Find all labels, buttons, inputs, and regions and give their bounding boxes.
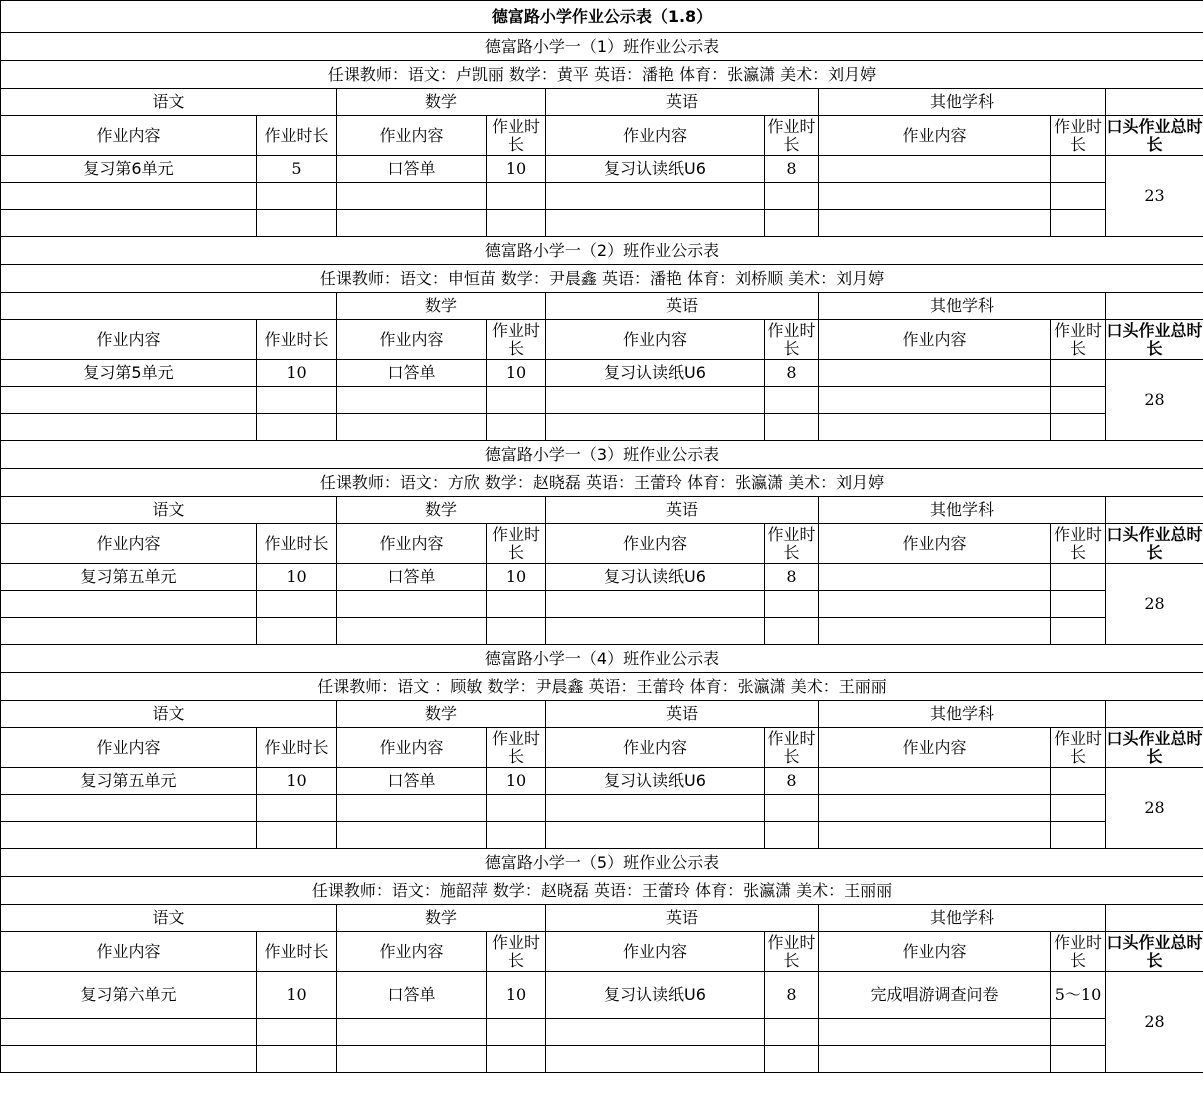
header-content: 作业内容: [337, 320, 487, 360]
empty-cell: [487, 795, 546, 822]
teachers-row: [1, 877, 1203, 905]
subject-math: 数学: [337, 293, 546, 320]
math-time: 10: [487, 768, 546, 795]
empty-cell: [819, 183, 1051, 210]
english-content: 复习认读纸U6: [546, 360, 765, 387]
empty-cell: [819, 795, 1051, 822]
total-time: 28: [1106, 768, 1203, 849]
empty-cell: [337, 414, 487, 441]
teachers-line: 任课教师：语文：方欣 数学：赵晓磊 英语：王蕾玲 体育：张瀛潇 美术：刘月婷: [1, 469, 1203, 497]
empty-cell: [337, 210, 487, 237]
class-header-row: [1, 645, 1203, 673]
data-row-empty: [1, 795, 1203, 822]
header-duration: 作业时长: [487, 320, 546, 360]
empty-cell: [765, 414, 819, 441]
header-content: 作业内容: [1, 524, 257, 564]
teachers-line: 任课教师：语文 ：顾敏 数学：尹晨鑫 英语：王蕾玲 体育：张瀛潇 美术：王丽丽: [1, 673, 1203, 701]
column-header-row: [1, 728, 1203, 768]
header-duration: 作业时长: [765, 116, 819, 156]
data-row: [1, 360, 1203, 387]
other-time: [1051, 360, 1106, 387]
empty-cell: [257, 183, 337, 210]
empty-cell: [1051, 1046, 1106, 1073]
header-duration: 作业时长: [765, 728, 819, 768]
header-content: 作业内容: [1, 932, 257, 972]
english-time: 8: [765, 768, 819, 795]
data-row-empty: [1, 1046, 1203, 1073]
class-header: 德富路小学一（5）班作业公示表: [1, 849, 1203, 877]
empty-cell: [546, 1046, 765, 1073]
empty-cell: [337, 1019, 487, 1046]
empty-cell: [546, 414, 765, 441]
math-time: 10: [487, 156, 546, 183]
empty-cell: [819, 1046, 1051, 1073]
empty-cell: [819, 822, 1051, 849]
empty-cell: [1, 591, 257, 618]
header-duration: 作业时长: [487, 116, 546, 156]
header-duration: 作业时长: [1051, 524, 1106, 564]
empty-cell: [337, 618, 487, 645]
other-time: [1051, 564, 1106, 591]
header-duration: 作业时长: [257, 728, 337, 768]
english-content: 复习认读纸U6: [546, 972, 765, 1019]
empty-cell: [1, 387, 257, 414]
data-row: [1, 972, 1203, 1019]
math-content: 口答单: [337, 360, 487, 387]
chinese-time: 5: [257, 156, 337, 183]
class-header-row: [1, 33, 1203, 61]
empty-cell: [487, 591, 546, 618]
empty-cell: [765, 183, 819, 210]
empty-cell: [819, 414, 1051, 441]
header-oral-total: 口头作业总时长: [1106, 932, 1203, 970]
other-content: [819, 564, 1051, 591]
header-duration: 作业时长: [1051, 728, 1106, 768]
empty-cell: [487, 1019, 546, 1046]
empty-cell: [257, 618, 337, 645]
header-content: 作业内容: [819, 728, 1051, 768]
header-content: 作业内容: [337, 116, 487, 156]
header-duration: 作业时长: [487, 524, 546, 564]
other-time: [1051, 156, 1106, 183]
empty-cell: [337, 795, 487, 822]
teachers-line: 任课教师：语文：施韶萍 数学：赵晓磊 英语：王蕾玲 体育：张瀛潇 美术：王丽丽: [1, 877, 1203, 905]
empty-cell: [765, 387, 819, 414]
math-time: 10: [487, 360, 546, 387]
header-oral-total: 口头作业总时长: [1106, 524, 1203, 562]
data-row-empty: [1, 183, 1203, 210]
teachers-row: [1, 469, 1203, 497]
empty-cell: [546, 210, 765, 237]
empty-cell: [546, 822, 765, 849]
header-content: 作业内容: [1, 116, 257, 156]
class-header: 德富路小学一（2）班作业公示表: [1, 237, 1203, 265]
other-content: [819, 360, 1051, 387]
data-row: [1, 768, 1203, 795]
subject-math: 数学: [337, 89, 546, 116]
header-duration: 作业时长: [257, 320, 337, 360]
empty-cell: [1051, 1019, 1106, 1046]
empty-cell: [1051, 822, 1106, 849]
subject-blank: [1106, 497, 1203, 524]
teachers-row: [1, 673, 1203, 701]
class-header-row: [1, 849, 1203, 877]
empty-cell: [765, 618, 819, 645]
teachers-row: [1, 61, 1203, 89]
chinese-time: 10: [257, 360, 337, 387]
page-title: 德富路小学作业公示表（1.8）: [1, 1, 1203, 33]
empty-cell: [765, 1019, 819, 1046]
class-header: 德富路小学一（4）班作业公示表: [1, 645, 1203, 673]
header-duration: 作业时长: [257, 524, 337, 564]
class-header: 德富路小学一（3）班作业公示表: [1, 441, 1203, 469]
header-duration: 作业时长: [1051, 932, 1106, 972]
header-content: 作业内容: [546, 524, 765, 564]
empty-cell: [546, 183, 765, 210]
teachers-line: 任课教师：语文：卢凯丽 数学：黄平 英语：潘艳 体育：张瀛潇 美术：刘月婷: [1, 61, 1203, 89]
header-duration: 作业时长: [1051, 320, 1106, 360]
header-content: 作业内容: [1, 728, 257, 768]
empty-cell: [546, 387, 765, 414]
total-time: 28: [1106, 564, 1203, 645]
empty-cell: [765, 591, 819, 618]
subject-math: 数学: [337, 905, 546, 932]
column-header-row: [1, 320, 1203, 360]
other-content: [819, 768, 1051, 795]
empty-cell: [1051, 618, 1106, 645]
total-time: 23: [1106, 156, 1203, 237]
other-time: 5～10: [1051, 972, 1106, 1019]
empty-cell: [257, 414, 337, 441]
empty-cell: [487, 387, 546, 414]
math-content: 口答单: [337, 972, 487, 1019]
data-row-empty: [1, 210, 1203, 237]
empty-cell: [337, 591, 487, 618]
subject-english: 英语: [546, 701, 819, 728]
data-row: [1, 156, 1203, 183]
subject-other: 其他学科: [819, 905, 1106, 932]
empty-cell: [257, 1019, 337, 1046]
class-header-row: [1, 237, 1203, 265]
header-oral-total: 口头作业总时长: [1106, 116, 1203, 154]
header-content: 作业内容: [819, 524, 1051, 564]
empty-cell: [1051, 183, 1106, 210]
chinese-content: 复习第五单元: [1, 768, 257, 795]
header-content: 作业内容: [546, 116, 765, 156]
english-content: 复习认读纸U6: [546, 156, 765, 183]
subject-chinese: 语文: [1, 497, 337, 524]
math-time: 10: [487, 564, 546, 591]
empty-cell: [765, 822, 819, 849]
empty-cell: [819, 1019, 1051, 1046]
empty-cell: [337, 822, 487, 849]
empty-cell: [1051, 210, 1106, 237]
other-time: [1051, 768, 1106, 795]
math-content: 口答单: [337, 564, 487, 591]
english-time: 8: [765, 972, 819, 1019]
subject-row: [1, 497, 1203, 524]
header-oral-total: 口头作业总时长: [1106, 728, 1203, 766]
other-content: [819, 156, 1051, 183]
english-time: 8: [765, 156, 819, 183]
header-duration: 作业时长: [1051, 116, 1106, 156]
header-duration: 作业时长: [257, 116, 337, 156]
subject-english: 英语: [546, 89, 819, 116]
column-header-row: [1, 932, 1203, 972]
subject-row: [1, 701, 1203, 728]
empty-cell: [487, 1046, 546, 1073]
english-time: 8: [765, 360, 819, 387]
header-duration: 作业时长: [765, 932, 819, 972]
subject-chinese: 语文: [1, 905, 337, 932]
empty-cell: [257, 1046, 337, 1073]
data-row-empty: [1, 387, 1203, 414]
header-content: 作业内容: [819, 116, 1051, 156]
subject-blank: [1106, 905, 1203, 932]
english-time: 8: [765, 564, 819, 591]
empty-cell: [765, 210, 819, 237]
english-content: 复习认读纸U6: [546, 768, 765, 795]
empty-cell: [546, 591, 765, 618]
header-content: 作业内容: [337, 728, 487, 768]
english-content: 复习认读纸U6: [546, 564, 765, 591]
subject-other: 其他学科: [819, 497, 1106, 524]
subject-math: 数学: [337, 701, 546, 728]
header-content: 作业内容: [546, 728, 765, 768]
empty-cell: [487, 618, 546, 645]
empty-cell: [487, 210, 546, 237]
empty-cell: [819, 591, 1051, 618]
math-time: 10: [487, 972, 546, 1019]
header-content: 作业内容: [1, 320, 257, 360]
empty-cell: [257, 591, 337, 618]
empty-cell: [1, 183, 257, 210]
empty-cell: [765, 1046, 819, 1073]
empty-cell: [1, 795, 257, 822]
total-time: 28: [1106, 972, 1203, 1073]
class-header-row: [1, 441, 1203, 469]
math-content: 口答单: [337, 156, 487, 183]
subject-english: 英语: [546, 293, 819, 320]
header-duration: 作业时长: [487, 728, 546, 768]
empty-cell: [257, 387, 337, 414]
empty-cell: [1051, 591, 1106, 618]
chinese-content: 复习第5单元: [1, 360, 257, 387]
data-row-empty: [1, 591, 1203, 618]
column-header-row: [1, 524, 1203, 564]
header-duration: 作业时长: [765, 524, 819, 564]
data-row-empty: [1, 618, 1203, 645]
empty-cell: [337, 387, 487, 414]
data-row: [1, 564, 1203, 591]
subject-blank: [1106, 293, 1203, 320]
empty-cell: [1, 210, 257, 237]
chinese-time: 10: [257, 768, 337, 795]
chinese-time: 10: [257, 972, 337, 1019]
subject-other: 其他学科: [819, 293, 1106, 320]
empty-cell: [337, 183, 487, 210]
header-duration: 作业时长: [487, 932, 546, 972]
data-row-empty: [1, 414, 1203, 441]
empty-cell: [257, 210, 337, 237]
empty-cell: [1, 618, 257, 645]
empty-cell: [257, 822, 337, 849]
subject-english: 英语: [546, 497, 819, 524]
empty-cell: [546, 795, 765, 822]
empty-cell: [1, 1019, 257, 1046]
empty-cell: [487, 183, 546, 210]
empty-cell: [487, 414, 546, 441]
total-time: 28: [1106, 360, 1203, 441]
column-header-row: [1, 116, 1203, 156]
subject-row: [1, 89, 1203, 116]
other-content: 完成唱游调查问卷: [819, 972, 1051, 1019]
empty-cell: [546, 1019, 765, 1046]
empty-cell: [819, 210, 1051, 237]
teachers-row: [1, 265, 1203, 293]
header-oral-total: 口头作业总时长: [1106, 320, 1203, 358]
empty-cell: [1051, 387, 1106, 414]
subject-other: 其他学科: [819, 701, 1106, 728]
header-duration: 作业时长: [765, 320, 819, 360]
empty-cell: [337, 1046, 487, 1073]
header-content: 作业内容: [819, 932, 1051, 972]
subject-blank: [1106, 701, 1203, 728]
header-content: 作业内容: [819, 320, 1051, 360]
empty-cell: [1051, 414, 1106, 441]
empty-cell: [819, 618, 1051, 645]
chinese-content: 复习第六单元: [1, 972, 257, 1019]
subject-chinese: 语文: [1, 89, 337, 116]
chinese-content: 复习第五单元: [1, 564, 257, 591]
data-row-empty: [1, 822, 1203, 849]
subject-blank: [1106, 89, 1203, 116]
empty-cell: [765, 795, 819, 822]
math-content: 口答单: [337, 768, 487, 795]
empty-cell: [1, 822, 257, 849]
header-content: 作业内容: [546, 320, 765, 360]
subject-chinese: [1, 293, 337, 320]
empty-cell: [1, 414, 257, 441]
empty-cell: [546, 618, 765, 645]
subject-row: [1, 293, 1203, 320]
empty-cell: [257, 795, 337, 822]
header-duration: 作业时长: [257, 932, 337, 972]
empty-cell: [1, 1046, 257, 1073]
subject-other: 其他学科: [819, 89, 1106, 116]
header-content: 作业内容: [337, 932, 487, 972]
chinese-content: 复习第6单元: [1, 156, 257, 183]
subject-math: 数学: [337, 497, 546, 524]
header-content: 作业内容: [546, 932, 765, 972]
subject-english: 英语: [546, 905, 819, 932]
empty-cell: [819, 387, 1051, 414]
subject-chinese: 语文: [1, 701, 337, 728]
subject-row: [1, 905, 1203, 932]
chinese-time: 10: [257, 564, 337, 591]
data-row-empty: [1, 1019, 1203, 1046]
class-header: 德富路小学一（1）班作业公示表: [1, 33, 1203, 61]
header-content: 作业内容: [337, 524, 487, 564]
teachers-line: 任课教师：语文：申恒苗 数学：尹晨鑫 英语：潘艳 体育：刘桥顺 美术：刘月婷: [1, 265, 1203, 293]
empty-cell: [487, 822, 546, 849]
empty-cell: [1051, 795, 1106, 822]
